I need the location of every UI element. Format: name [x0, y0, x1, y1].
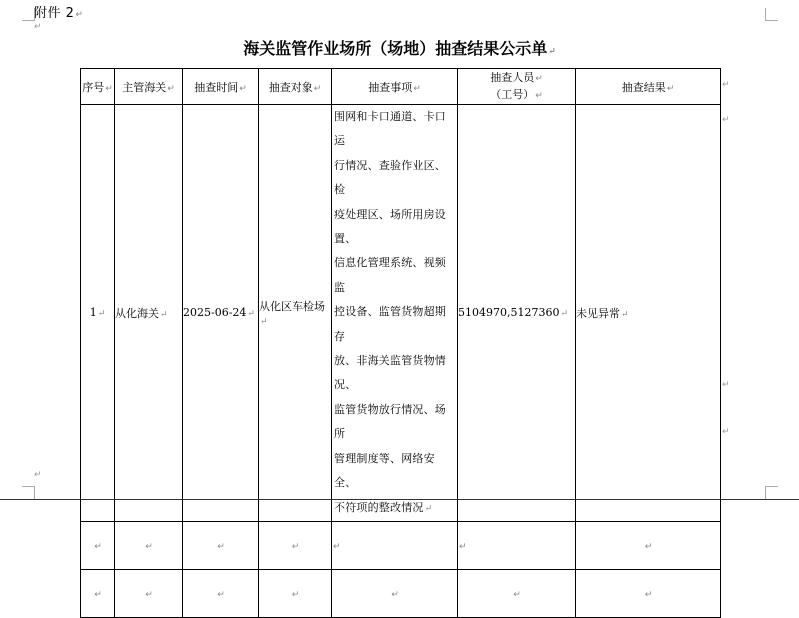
items-line: 控设备、监管货物超期存: [334, 305, 446, 343]
row-end-mark: ↵: [722, 380, 730, 390]
cell-items: ↵: [332, 569, 458, 617]
margin-corner-bottom-right: [765, 486, 778, 499]
items-line: 不符项的整改情况↵: [334, 500, 433, 514]
cell-date: ↵: [183, 521, 259, 569]
document-title-text: 海关监管作业场所（场地）抽查结果公示单: [243, 39, 548, 58]
header-date: 抽查时间↵: [183, 69, 259, 105]
margin-corner-top-right: [765, 8, 778, 21]
row-end-mark: ↵: [722, 115, 730, 125]
cell-personnel: ↵: [458, 521, 576, 569]
cell-target: ↵: [259, 521, 332, 569]
cell-personnel: 5104970,5127360↵: [458, 105, 576, 522]
items-line: 信息化管理系统、视频监: [334, 256, 446, 294]
cell-customs: 从化海关↵: [115, 105, 183, 522]
cell-items: [332, 105, 458, 522]
cell-index: ↵: [81, 569, 115, 617]
header-index: 序号↵: [81, 69, 115, 105]
paragraph-mark: ↵: [75, 10, 84, 20]
header-target: 抽查对象↵: [259, 69, 332, 105]
document-title: [0, 36, 799, 59]
items-line: 监管货物放行情况、场所: [334, 402, 446, 441]
page-bottom-border: [0, 499, 799, 500]
paragraph-mark: ↵: [34, 22, 42, 32]
attachment-label-text: 附件 2: [34, 6, 75, 21]
items-line: 疫处理区、场所用房设置、: [334, 207, 446, 246]
items-line: 放、非海关监管货物情况、: [334, 354, 446, 392]
cell-target: 从化区车检场↵: [259, 105, 332, 522]
cell-items: ↵: [332, 521, 458, 569]
attachment-label: [34, 2, 83, 21]
paragraph-mark: ↵: [34, 470, 42, 480]
table-row: [81, 105, 721, 522]
cell-date: 2025-06-24↵: [183, 105, 259, 522]
cell-customs: ↵: [115, 521, 183, 569]
cell-index: 1↵: [81, 105, 115, 522]
table-row: [81, 569, 721, 617]
paragraph-mark: ↵: [548, 47, 556, 57]
cell-result: ↵: [576, 569, 721, 617]
items-line: 行情况、查验作业区、检: [334, 158, 446, 197]
inspection-result-table: [80, 68, 721, 618]
header-result: 抽查结果↵: [576, 69, 721, 105]
items-line: 围网和卡口通道、卡口运: [334, 110, 446, 148]
row-end-mark: ↵: [722, 427, 730, 437]
header-items: 抽查事项↵: [332, 69, 458, 105]
items-line: 管理制度等、网络安全、: [334, 451, 435, 490]
row-end-mark: ↵: [722, 80, 730, 90]
cell-date: ↵: [183, 569, 259, 617]
cell-customs: ↵: [115, 569, 183, 617]
cell-personnel: ↵: [458, 569, 576, 617]
cell-target: ↵: [259, 569, 332, 617]
margin-corner-bottom-left: [22, 486, 35, 499]
header-customs: 主管海关↵: [115, 69, 183, 105]
cell-result: 未见异常↵: [576, 105, 721, 522]
table-row: [81, 521, 721, 569]
table-header-row: [81, 69, 721, 105]
cell-result: ↵: [576, 521, 721, 569]
header-personnel: 抽查人员↵ （工号）↵: [458, 69, 576, 105]
cell-index: ↵: [81, 521, 115, 569]
